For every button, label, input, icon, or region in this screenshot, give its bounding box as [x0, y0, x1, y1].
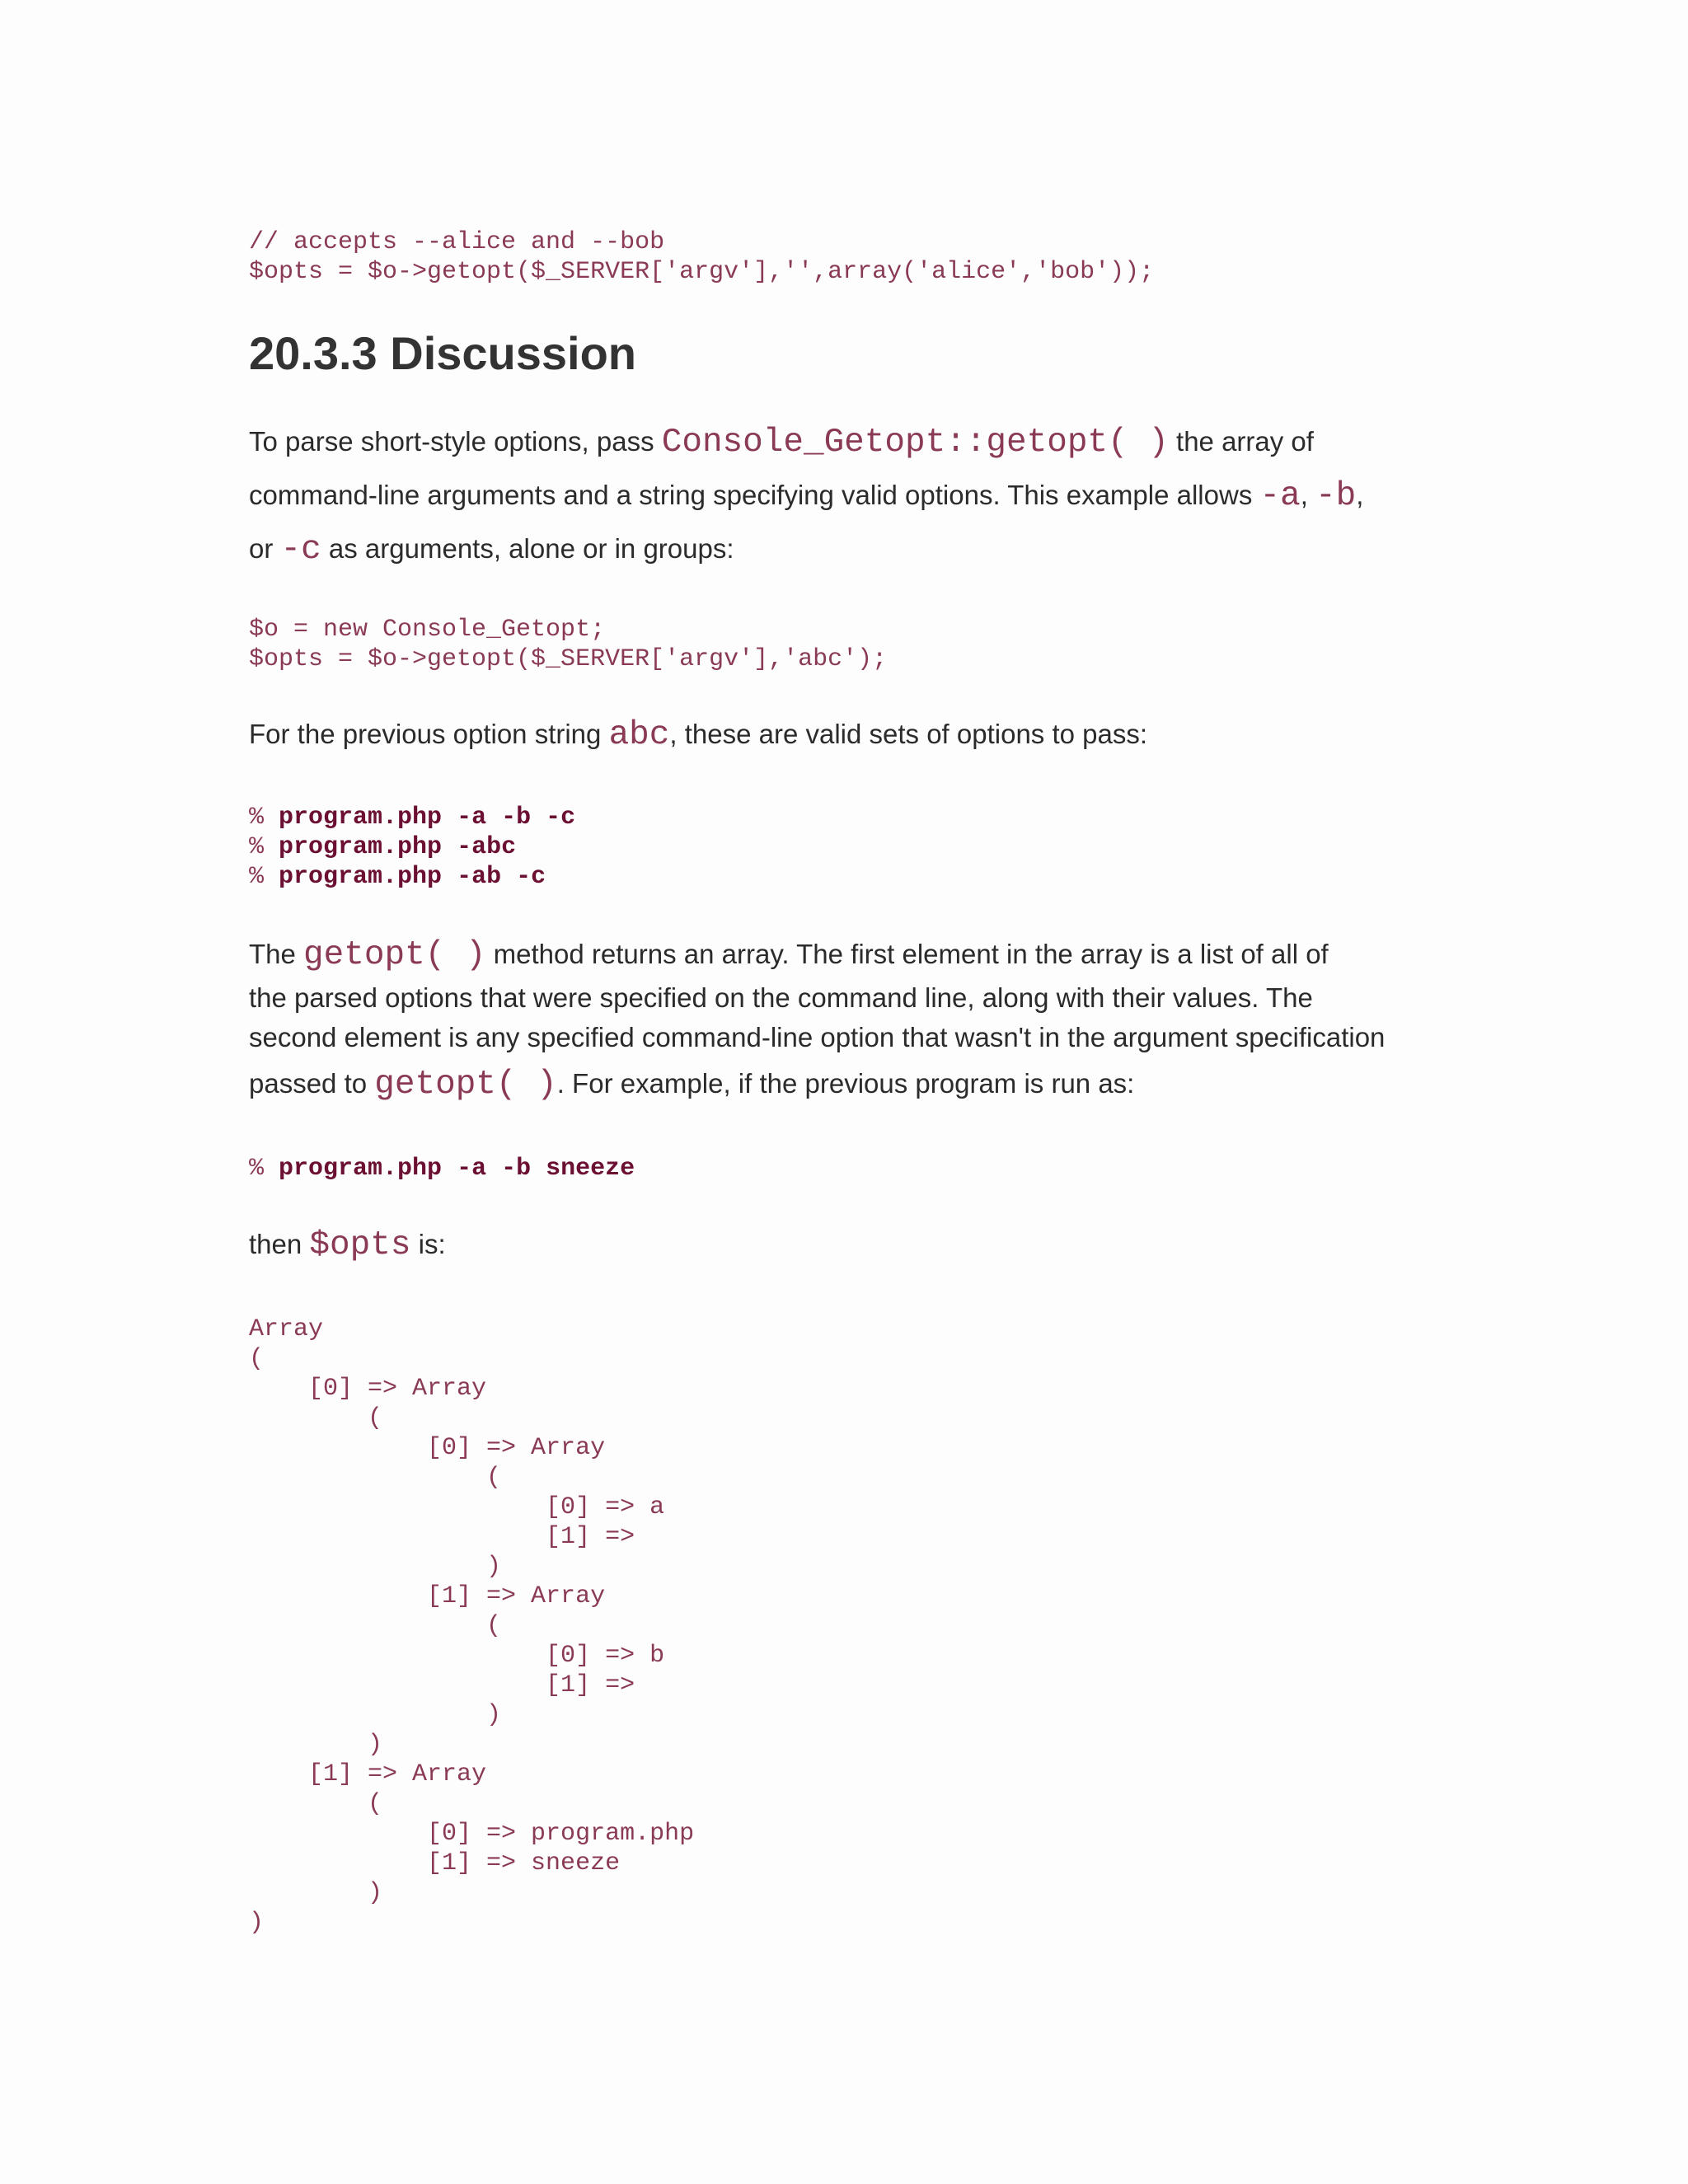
text: method returns an array. The first element in the array is a list of all of — [485, 939, 1329, 969]
command-line — [249, 832, 575, 862]
text: as arguments, alone or in groups: — [321, 533, 734, 564]
code-line: ) — [249, 1909, 265, 1937]
text: , — [1300, 480, 1316, 510]
inline-code: getopt( ) — [303, 936, 486, 974]
code-block-getopt-long — [249, 227, 1154, 287]
code-line: $o = new Console_Getopt; — [249, 616, 606, 644]
code-block-getopt-short — [249, 615, 887, 674]
paragraph-opts-is — [249, 1220, 1452, 1270]
text: the array of — [1168, 426, 1314, 457]
command-text: program.php -a -b sneeze — [279, 1155, 635, 1183]
paragraph-option-string — [249, 710, 1452, 759]
paragraph-line — [249, 1220, 1452, 1270]
inline-code: abc — [608, 716, 670, 754]
code-line: ( — [249, 1345, 265, 1373]
code-line: Array — [249, 1315, 324, 1343]
code-line: [0] => Array — [249, 1434, 606, 1462]
code-line: [1] => sneeze — [249, 1849, 621, 1877]
command-text: program.php -a -b -c — [279, 804, 576, 832]
paragraph-line — [249, 415, 1452, 469]
command-text: program.php -abc — [279, 833, 517, 861]
paragraph-line — [249, 523, 1452, 576]
paragraph-line — [249, 469, 1452, 523]
text: The — [249, 939, 304, 969]
code-line: [0] => b — [249, 1642, 665, 1670]
shell-prompt: % — [249, 804, 265, 832]
inline-code: -c — [280, 531, 321, 569]
paragraph-short-options — [249, 415, 1452, 576]
code-line: ) — [249, 1731, 383, 1759]
code-line: [1] => — [249, 1523, 635, 1551]
inline-code: Console_Getopt::getopt( ) — [661, 424, 1169, 462]
code-line: // accepts --alice and --bob — [249, 228, 665, 256]
inline-code: -b — [1315, 477, 1357, 515]
paragraph-line — [249, 710, 1452, 759]
code-line: ( — [249, 1464, 502, 1492]
shell-prompt: % — [249, 1155, 265, 1183]
code-line: ( — [249, 1404, 383, 1432]
shell-prompt: % — [249, 833, 265, 861]
section-heading: 20.3.3 Discussion — [249, 327, 637, 379]
code-block-command-examples — [249, 803, 575, 892]
paragraph-line — [249, 1057, 1452, 1110]
paragraph-line: the parsed options that were specified on the command line, along with their values. The — [249, 982, 1313, 1013]
code-line: [1] => — [249, 1671, 635, 1699]
text: , — [1356, 480, 1364, 510]
code-line: [1] => Array — [249, 1760, 487, 1788]
code-line: ) — [249, 1879, 383, 1907]
inline-code: getopt( ) — [374, 1066, 557, 1104]
code-line: ( — [249, 1790, 383, 1818]
command-line — [249, 862, 575, 892]
code-block-array-output — [249, 1315, 694, 1938]
code-line: [0] => a — [249, 1493, 665, 1521]
command-line — [249, 803, 575, 832]
code-line: [0] => Array — [249, 1375, 487, 1403]
command-text: program.php -ab -c — [279, 863, 546, 891]
inline-code: $opts — [309, 1226, 411, 1264]
inline-code: -a — [1259, 477, 1301, 515]
text: To parse short-style options, pass — [249, 426, 662, 457]
code-line: ) — [249, 1701, 502, 1729]
code-line: ( — [249, 1612, 502, 1640]
text: command-line arguments and a string specifying valid options. This example allows — [249, 480, 1260, 510]
text: is: — [410, 1229, 446, 1259]
code-line: ) — [249, 1553, 502, 1581]
code-line: [0] => program.php — [249, 1820, 695, 1848]
shell-prompt: % — [249, 863, 265, 891]
text: . For example, if the previous program is run as: — [556, 1068, 1135, 1099]
paragraph-line: second element is any specified command-line option that wasn't in the argument specification — [249, 1022, 1386, 1052]
paragraph-line — [249, 930, 1452, 978]
text: or — [249, 533, 281, 564]
code-line: $opts = $o->getopt($_SERVER['argv'],'abc'); — [249, 645, 888, 673]
code-line: $opts = $o->getopt($_SERVER['argv'],'',array('alice','bob')); — [249, 258, 1155, 286]
code-block-command-run — [249, 1154, 635, 1183]
paragraph-getopt-returns — [249, 930, 1452, 1110]
text: , these are valid sets of options to pass: — [669, 719, 1148, 749]
command-line — [249, 1154, 635, 1183]
code-line: [1] => Array — [249, 1582, 606, 1610]
text: For the previous option string — [249, 719, 609, 749]
text: then — [249, 1229, 310, 1259]
text: passed to — [249, 1068, 375, 1099]
